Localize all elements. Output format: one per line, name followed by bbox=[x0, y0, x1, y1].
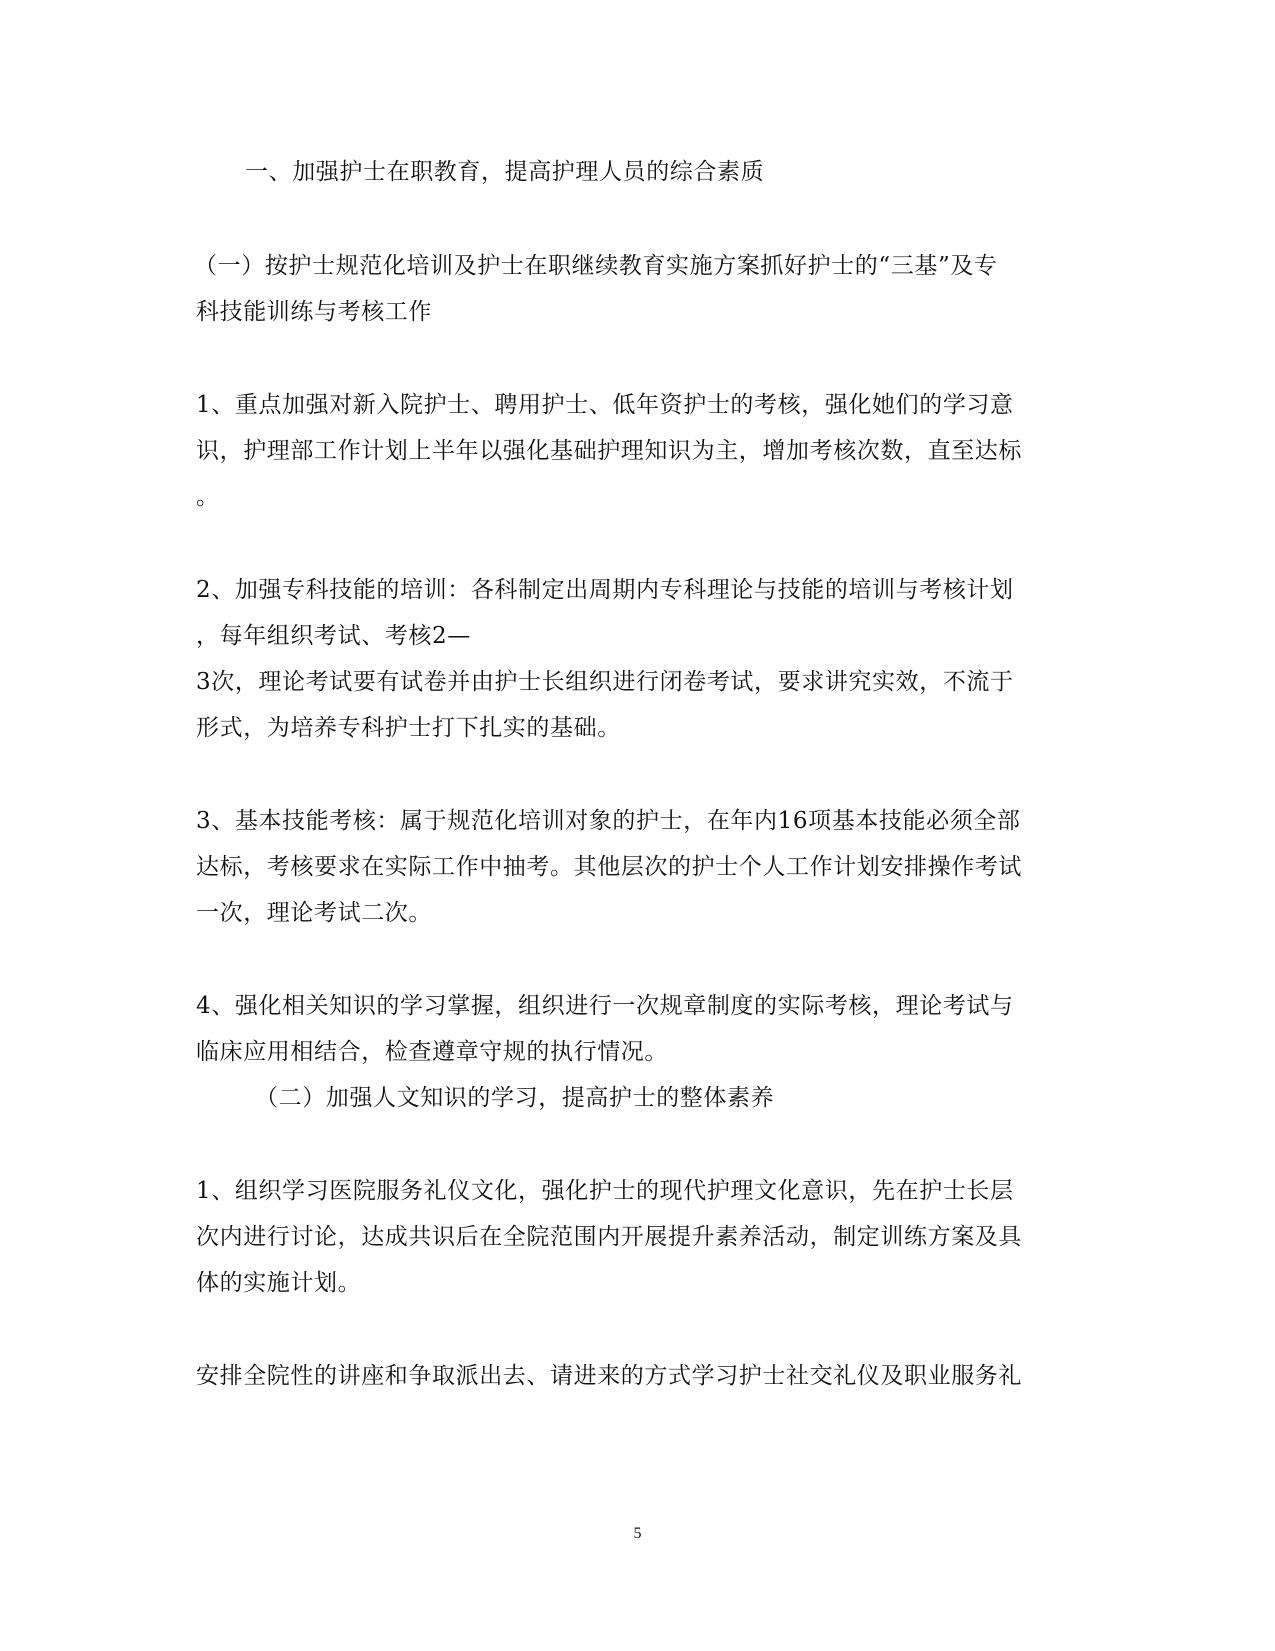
paragraph-3-line-2: 达标，考核要求在实际工作中抽考。其他层次的护士个人工作计划安排操作考试 bbox=[196, 854, 1022, 880]
subsection-heading-1-line-1: （一）按护士规范化培训及护士在职继续教育实施方案抓好护士的“三基”及专 bbox=[194, 253, 998, 279]
subsection-heading-2: （二）加强人文知识的学习，提高护士的整体素养 bbox=[255, 1085, 775, 1111]
paragraph-2-line-2: ，每年组织考试、考核2— bbox=[196, 623, 471, 649]
paragraph-1-line-2: 识，护理部工作计划上半年以强化基础护理知识为主，增加考核次数，直至达标 bbox=[196, 438, 1022, 464]
paragraph-4-line-1: 4、强化相关知识的学习掌握，组织进行一次规章制度的实际考核，理论考试与 bbox=[196, 993, 1014, 1019]
paragraph-5-line-3: 体的实施计划。 bbox=[196, 1270, 362, 1296]
paragraph-5-line-1: 1、组织学习医院服务礼仪文化，强化护士的现代护理文化意识，先在护士长层 bbox=[196, 1178, 1014, 1204]
subsection-heading-1-line-2: 科技能训练与考核工作 bbox=[196, 299, 432, 325]
paragraph-5-line-2: 次内进行讨论，达成共识后在全院范围内开展提升素养活动，制定训练方案及具 bbox=[196, 1224, 1022, 1250]
paragraph-1-line-3: 。 bbox=[196, 484, 220, 510]
paragraph-6-line-1: 安排全院性的讲座和争取派出去、请进来的方式学习护士社交礼仪及职业服务礼 bbox=[196, 1363, 1022, 1389]
paragraph-2-line-3: 3次，理论考试要有试卷并由护士长组织进行闭卷考试，要求讲究实效，不流于 bbox=[196, 669, 1014, 695]
paragraph-3-line-3: 一次，理论考试二次。 bbox=[196, 900, 432, 926]
paragraph-4-line-2: 临床应用相结合，检查遵章守规的执行情况。 bbox=[196, 1039, 668, 1065]
section-heading-1: 一、加强护士在职教育，提高护理人员的综合素质 bbox=[245, 159, 765, 185]
paragraph-2-line-4: 形式，为培养专科护士打下扎实的基础。 bbox=[196, 715, 621, 741]
page-number: 5 bbox=[633, 1525, 642, 1542]
paragraph-1-line-1: 1、重点加强对新入院护士、聘用护士、低年资护士的考核，强化她们的学习意 bbox=[196, 392, 1014, 418]
paragraph-2-line-1: 2、加强专科技能的培训：各科制定出周期内专科理论与技能的培训与考核计划 bbox=[196, 577, 1014, 603]
paragraph-3-line-1: 3、基本技能考核：属于规范化培训对象的护士，在年内16项基本技能必须全部 bbox=[196, 808, 1021, 834]
